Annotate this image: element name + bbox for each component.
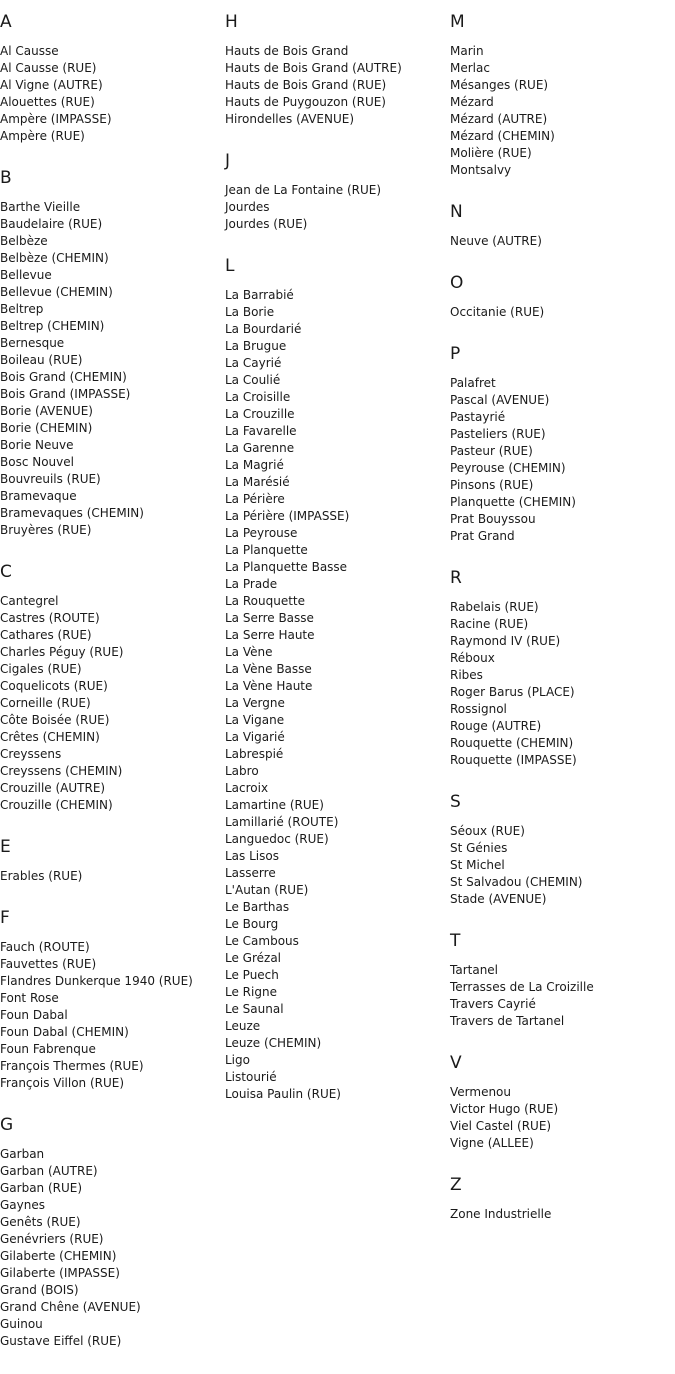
street-name: La Prade (225, 577, 278, 591)
street-name: Las Lisos (225, 849, 279, 863)
street-name: Cigales (RUE) (0, 662, 82, 676)
street-name: Lamillarié (ROUTE) (225, 815, 339, 829)
street-name: Prat Bouyssou (450, 512, 536, 526)
street-name: Cantegrel (0, 594, 59, 608)
street-name: François Villon (RUE) (0, 1076, 125, 1090)
street-name: Le Puech (225, 968, 279, 982)
street-name: La Coulié (225, 373, 281, 387)
letter-section-t (450, 931, 594, 1030)
street-name: Marin (450, 44, 484, 58)
street-name: St Michel (450, 858, 505, 872)
letter-section-s (450, 792, 583, 908)
street-name: La Vène Basse (225, 662, 312, 676)
street-name: Labrespié (225, 747, 284, 761)
street-name: La Vergne (225, 696, 285, 710)
street-name: Bouvreuils (RUE) (0, 472, 101, 486)
street-name: La Vigarié (225, 730, 285, 744)
street-name: Labro (225, 764, 259, 778)
street-name: Racine (RUE) (450, 617, 529, 631)
street-name: La Brugue (225, 339, 287, 353)
street-name: Borie (AVENUE) (0, 404, 93, 418)
letter-heading: S (450, 792, 461, 812)
letter-heading: G (0, 1115, 14, 1135)
street-name: Crêtes (CHEMIN) (0, 730, 100, 744)
street-name: Garban (0, 1147, 45, 1161)
street-name: Rouquette (CHEMIN) (450, 736, 574, 750)
street-name: Jourdes (RUE) (225, 217, 308, 231)
street-name: Bosc Nouvel (0, 455, 74, 469)
street-list (450, 962, 594, 1030)
street-name: L'Autan (RUE) (225, 883, 309, 897)
letter-heading: L (225, 256, 235, 276)
street-name: Pascal (AVENUE) (450, 393, 550, 407)
letter-heading: F (0, 908, 10, 928)
street-list (0, 1146, 141, 1350)
street-name: Al Causse (0, 44, 59, 58)
street-name: Foun Dabal (CHEMIN) (0, 1025, 129, 1039)
street-name: Garban (RUE) (0, 1181, 83, 1195)
street-name: Belbèze (CHEMIN) (0, 251, 109, 265)
street-name: Terrasses de La Croizille (450, 980, 594, 994)
street-name: Travers Cayrié (450, 997, 536, 1011)
street-name: Coquelicots (RUE) (0, 679, 108, 693)
street-name: La Vigane (225, 713, 285, 727)
street-list (0, 593, 123, 814)
letter-heading: P (450, 344, 461, 364)
street-name: Mézard (AUTRE) (450, 112, 548, 126)
street-name: Rabelais (RUE) (450, 600, 539, 614)
street-name: Listourié (225, 1070, 277, 1084)
street-name: Victor Hugo (RUE) (450, 1102, 559, 1116)
street-name: Foun Dabal (0, 1008, 68, 1022)
street-name: Boileau (RUE) (0, 353, 83, 367)
letter-section-r (450, 568, 577, 769)
street-list (450, 823, 583, 908)
street-name: Gaynes (0, 1198, 45, 1212)
letter-section-v (450, 1053, 558, 1152)
letter-section-p (450, 344, 576, 545)
street-name: La Magrié (225, 458, 284, 472)
street-name: Neuve (AUTRE) (450, 234, 542, 248)
street-list (0, 939, 193, 1092)
street-name: Vigne (ALLEE) (450, 1136, 534, 1150)
street-list (0, 199, 144, 539)
street-name: Stade (AVENUE) (450, 892, 547, 906)
street-name: La Borie (225, 305, 275, 319)
letter-heading: C (0, 562, 12, 582)
street-name: Guinou (0, 1317, 43, 1331)
street-name: Crouzille (CHEMIN) (0, 798, 113, 812)
street-name: Baudelaire (RUE) (0, 217, 103, 231)
street-list (450, 43, 555, 179)
letter-section-m (450, 12, 555, 179)
street-name: Bernesque (0, 336, 65, 350)
street-name: Prat Grand (450, 529, 515, 543)
street-name: La Planquette (225, 543, 308, 557)
street-name: Ribes (450, 668, 483, 682)
street-name: Gilaberte (IMPASSE) (0, 1266, 120, 1280)
street-name: Hauts de Bois Grand (RUE) (225, 78, 387, 92)
street-name: St Salvadou (CHEMIN) (450, 875, 583, 889)
street-name: Languedoc (RUE) (225, 832, 329, 846)
street-name: Grand Chêne (AVENUE) (0, 1300, 141, 1314)
street-name: Viel Castel (RUE) (450, 1119, 552, 1133)
street-name: Genêts (RUE) (0, 1215, 81, 1229)
street-name: Lamartine (RUE) (225, 798, 324, 812)
street-name: Bellevue (0, 268, 52, 282)
street-name: Peyrouse (CHEMIN) (450, 461, 566, 475)
street-name: La Serre Haute (225, 628, 315, 642)
letter-section-h (225, 12, 402, 128)
street-name: Travers de Tartanel (450, 1014, 565, 1028)
street-name: Rossignol (450, 702, 507, 716)
street-name: La Marésié (225, 475, 290, 489)
street-name: Hauts de Puygouzon (RUE) (225, 95, 386, 109)
street-name: St Génies (450, 841, 508, 855)
street-name: La Cayrié (225, 356, 282, 370)
street-name: Flandres Dunkerque 1940 (RUE) (0, 974, 193, 988)
street-list (450, 375, 576, 545)
letter-heading: R (450, 568, 462, 588)
letter-heading: O (450, 273, 464, 293)
street-name: Merlac (450, 61, 490, 75)
street-name: Ampère (RUE) (0, 129, 85, 143)
street-name: Palafret (450, 376, 496, 390)
street-name: Barthe Vieille (0, 200, 81, 214)
street-name: Borie (CHEMIN) (0, 421, 93, 435)
street-name: Fauvettes (RUE) (0, 957, 97, 971)
street-name: Creyssens (CHEMIN) (0, 764, 123, 778)
street-name: Bramevaque (0, 489, 77, 503)
street-name: Réboux (450, 651, 495, 665)
street-name: Castres (ROUTE) (0, 611, 100, 625)
street-name: Bruyères (RUE) (0, 523, 92, 537)
street-name: La Favarelle (225, 424, 297, 438)
street-name: Jourdes (225, 200, 270, 214)
street-name: Charles Péguy (RUE) (0, 645, 124, 659)
letter-heading: B (0, 168, 12, 188)
street-name: Le Cambous (225, 934, 299, 948)
street-list (450, 1084, 558, 1152)
street-name: Mézard (450, 95, 494, 109)
street-name: Genévriers (RUE) (0, 1232, 104, 1246)
street-name: Mézard (CHEMIN) (450, 129, 555, 143)
street-name: Garban (AUTRE) (0, 1164, 98, 1178)
street-name: Zone Industrielle (450, 1207, 552, 1221)
street-name: Alouettes (RUE) (0, 95, 95, 109)
street-name: Hauts de Bois Grand (225, 44, 349, 58)
street-name: Le Barthas (225, 900, 290, 914)
letter-heading: T (450, 931, 461, 951)
street-name: Ligo (225, 1053, 250, 1067)
street-name: Bramevaques (CHEMIN) (0, 506, 144, 520)
street-name: Crouzille (AUTRE) (0, 781, 106, 795)
street-name: Hirondelles (AVENUE) (225, 112, 355, 126)
letter-heading: A (0, 12, 12, 32)
street-name: Montsalvy (450, 163, 512, 177)
street-name: Roger Barus (PLACE) (450, 685, 575, 699)
letter-heading: H (225, 12, 238, 32)
street-name: Hauts de Bois Grand (AUTRE) (225, 61, 402, 75)
street-name: Lasserre (225, 866, 276, 880)
street-name: Le Rigne (225, 985, 277, 999)
street-name: Borie Neuve (0, 438, 74, 452)
street-name: La Périère (IMPASSE) (225, 509, 350, 523)
street-list (450, 599, 577, 769)
street-name: Le Grézal (225, 951, 282, 965)
street-list (0, 868, 82, 885)
street-name: La Planquette Basse (225, 560, 348, 574)
street-name: La Périère (225, 492, 285, 506)
street-name: Le Bourg (225, 917, 279, 931)
street-list (225, 43, 402, 128)
street-name: La Vène Haute (225, 679, 313, 693)
street-list (450, 304, 544, 321)
letter-heading: V (450, 1053, 462, 1073)
street-name: Grand (BOIS) (0, 1283, 79, 1297)
street-name: Occitanie (RUE) (450, 305, 545, 319)
street-name: Louisa Paulin (RUE) (225, 1087, 341, 1101)
street-name: Bois Grand (IMPASSE) (0, 387, 131, 401)
street-name: Gustave Eiffel (RUE) (0, 1334, 122, 1348)
street-name: Bellevue (CHEMIN) (0, 285, 113, 299)
letter-heading: E (0, 837, 11, 857)
street-name: Fauch (ROUTE) (0, 940, 90, 954)
letter-section-j (225, 151, 381, 233)
letter-heading: J (225, 151, 231, 171)
street-name: Corneille (RUE) (0, 696, 91, 710)
street-name: Pasteliers (RUE) (450, 427, 546, 441)
street-list (225, 182, 381, 233)
street-name: Pastayrié (450, 410, 506, 424)
street-name: Jean de La Fontaine (RUE) (225, 183, 382, 197)
street-list (450, 1206, 551, 1223)
street-name: Belbèze (0, 234, 48, 248)
street-name: Molière (RUE) (450, 146, 532, 160)
street-name: La Rouquette (225, 594, 305, 608)
street-name: La Garenne (225, 441, 295, 455)
letter-section-a (0, 12, 112, 145)
street-name: Bois Grand (CHEMIN) (0, 370, 127, 384)
letter-section-g (0, 1115, 141, 1350)
street-name: Rouge (AUTRE) (450, 719, 542, 733)
street-name: François Thermes (RUE) (0, 1059, 144, 1073)
street-name: Leuze (CHEMIN) (225, 1036, 322, 1050)
street-name: La Crouzille (225, 407, 295, 421)
street-name: Al Vigne (AUTRE) (0, 78, 103, 92)
letter-section-o (450, 273, 544, 321)
street-name: La Serre Basse (225, 611, 314, 625)
street-name: La Vène (225, 645, 273, 659)
street-name: Cathares (RUE) (0, 628, 92, 642)
letter-section-b (0, 168, 144, 539)
street-name: Erables (RUE) (0, 869, 83, 883)
street-name: Beltrep (CHEMIN) (0, 319, 105, 333)
street-list (450, 233, 542, 250)
street-name: Rouquette (IMPASSE) (450, 753, 577, 767)
street-name: Font Rose (0, 991, 59, 1005)
letter-heading: M (450, 12, 465, 32)
letter-section-e (0, 837, 82, 885)
street-name: Pasteur (RUE) (450, 444, 533, 458)
street-name: Al Causse (RUE) (0, 61, 97, 75)
street-name: Beltrep (0, 302, 44, 316)
street-name: Vermenou (450, 1085, 512, 1099)
letter-section-n (450, 202, 542, 250)
street-name: La Peyrouse (225, 526, 298, 540)
street-name: La Barrabié (225, 288, 294, 302)
street-name: Foun Fabrenque (0, 1042, 96, 1056)
street-name: La Bourdarié (225, 322, 302, 336)
street-name: Planquette (CHEMIN) (450, 495, 576, 509)
street-name: Raymond IV (RUE) (450, 634, 561, 648)
letter-section-f (0, 908, 193, 1092)
street-name: Gilaberte (CHEMIN) (0, 1249, 117, 1263)
letter-heading: Z (450, 1175, 462, 1195)
street-name: Côte Boisée (RUE) (0, 713, 110, 727)
street-name: Leuze (225, 1019, 261, 1033)
street-list (0, 43, 112, 145)
street-name: Creyssens (0, 747, 62, 761)
street-name: Séoux (RUE) (450, 824, 525, 838)
street-list (225, 287, 349, 1103)
letter-heading: N (450, 202, 463, 222)
letter-section-l (225, 256, 349, 1103)
street-name: Le Saunal (225, 1002, 284, 1016)
letter-section-c (0, 562, 123, 814)
letter-section-z (450, 1175, 551, 1223)
street-name: Lacroix (225, 781, 269, 795)
street-name: Pinsons (RUE) (450, 478, 534, 492)
street-name: Tartanel (450, 963, 499, 977)
street-name: Mésanges (RUE) (450, 78, 549, 92)
street-name: La Croisille (225, 390, 291, 404)
street-name: Ampère (IMPASSE) (0, 112, 112, 126)
